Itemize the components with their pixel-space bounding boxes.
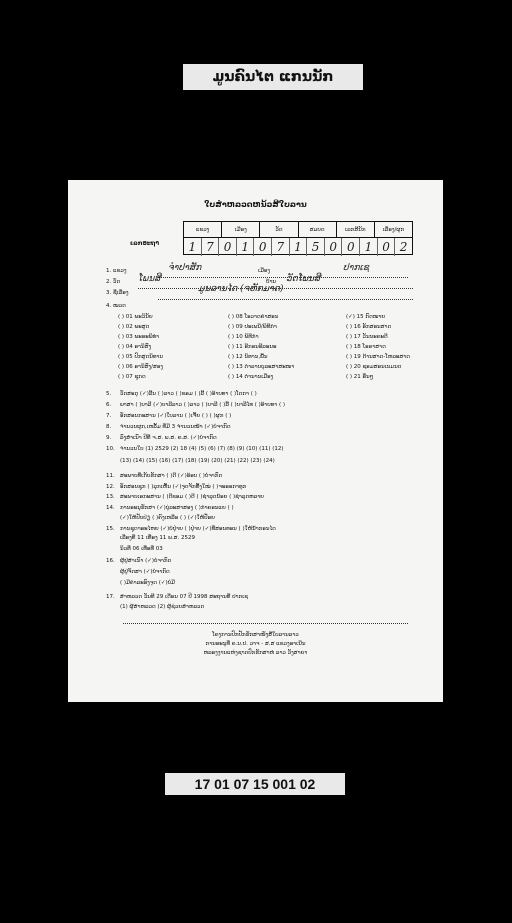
- form-row-text: ການຊຸດາອະໄຫຍ (✓)ບໍ່ປຸ່າຍ ( )ປຸ່າຍ (✓)ທີ່ສອນທອນ ( )ໃຫ້ນ້ຳກອນໄດ: [120, 526, 276, 532]
- code-digit: 2: [399, 240, 408, 254]
- signature-line: [123, 623, 408, 624]
- category-option: ( ) 08 ໂອວາດຄຳສອນ: [228, 314, 279, 320]
- category-option: ( ) 16 ອັກສອນສາດ: [346, 324, 392, 330]
- form-row-number: 15.: [106, 526, 115, 532]
- category-option: ( ) 09 ປະເພນີ/ພິທີກຳ: [228, 324, 277, 330]
- code-digit: 5: [307, 238, 325, 256]
- code-label: ເລກອະຖາ: [130, 240, 160, 247]
- category-option: ( ) 11 ອີກອນອີລະນະ: [228, 344, 277, 350]
- code-digit: 7: [202, 238, 220, 256]
- footer-line: ການອະນຸທີ່ ຄ.ນ.ປ. ວາຈ - ສ.ສ ແຂວງອາເນີນ: [205, 641, 306, 647]
- form-row-text: ລົງສຳເນົາ ປີທີ່ ຈ.ສ. ພ.ສ. ຄ.ສ. (✓)ບໍ່ຈາກົດ: [120, 435, 217, 441]
- field-district-label: ເມືອງ: [258, 268, 271, 274]
- form-row-text: ອັກສອນກະສານ (✓)ໃບລານ ( )ເຈັ້ຍ ( ) ( )ຜູກ ( ): [120, 413, 232, 419]
- category-option: ( ) 04 ອານິສົງ: [118, 344, 152, 350]
- form-row-text: ເລື່ອງທີ່ 11 ເທື່ອງ 11 ພ.ສ. 2529: [120, 535, 196, 541]
- category-option: ( ) 03 ພະອະພິທຳ: [118, 334, 160, 340]
- field-line: [158, 277, 408, 278]
- form-row-text: ສະພາບເອກະສານ ( )ດີຂອມ ( )ດີ ( )ຊຳລຸດນ້ອຍ ( )ຊຳລຸດຫລາຍ: [120, 494, 264, 500]
- field-temple-label: 2. ວັດ: [106, 279, 121, 285]
- category-option: ( ) 17 ວັນນະຄະດີ: [346, 334, 388, 340]
- code-box: [183, 221, 413, 255]
- form-row-text: ຜູ້ຢູ່ຈັດສາ (✓)ບໍ່ຈາກົດ: [120, 569, 170, 575]
- code-digit: 1: [290, 238, 308, 256]
- field-title-value: ມູນລານໄດ (ຈຫັກມາດ): [198, 284, 284, 294]
- code-header: ເມືອງ: [222, 222, 260, 237]
- form-row-text: (1) ຜູ້ສຳຫລວດ (2) ຜູ້ຊ່ວຍສຳຫລວດ: [120, 604, 205, 610]
- field-province-value: ຈຳປາສັກ: [168, 263, 202, 273]
- category-option: ( ) 19 ດ້ານສາດ-ໂຫລະສາດ: [346, 354, 410, 360]
- form-row-number: 7.: [106, 413, 112, 419]
- code-digit: 1: [237, 238, 255, 256]
- field-district-value: ປາກເຊ: [343, 263, 370, 273]
- form-row-number: 14.: [106, 505, 115, 511]
- category-option: ( ) 07 ຊຸກດ: [118, 374, 146, 380]
- category-option: ( ) 01 ພະວິນັຍ: [118, 314, 153, 320]
- form-row-number: 16.: [106, 558, 115, 564]
- form-row-text: ສຳຫລວດ ວັນທີ 29 ເດືອນ 07 ປີ 1998 ສະຖານທີ່ ປາກເຊ: [120, 594, 249, 600]
- code-digit: 0: [325, 238, 343, 256]
- field-line: [158, 299, 413, 300]
- footer-line: ຫລອງງານແຫ່ງຊາດປົກຮັກສາຫໍ ລາວ ວັງສາຍາ: [203, 650, 308, 656]
- code-digit: 0: [254, 238, 272, 256]
- code-headers: [184, 222, 412, 238]
- code-digit: 0: [378, 238, 396, 256]
- form-row-text: ວັດສະດຸ (✓)ລີ້ນ ( )ລາວ ( )ຂອມ ( )ລີ້ ( )ອ້າບທາ ( )ໂດກາ ( ): [120, 391, 257, 397]
- form-row-text: (13) (14) (15) (16) (17) (18) (19) (20) (21) (22) (23) (24): [120, 458, 275, 464]
- field-village-value: ວັດໂພນສີ: [286, 274, 321, 284]
- code-header: ເລກສີນັກ: [337, 222, 375, 237]
- footer-line: ໂຄງການປົກປັກຮັກສາໜັງສືໃບລານລາວ: [212, 632, 299, 638]
- form-row-text: ( )ມີຄຳລະອົງຈຸດ (✓)ບໍ່ມີ: [120, 580, 175, 586]
- form-title: ໃບສຳຫລວດຫນ້ວສີໃບລານ: [204, 200, 307, 209]
- form-row-number: 17.: [106, 594, 115, 600]
- form-row-number: 13.: [106, 494, 115, 500]
- form-row-number: 12.: [106, 484, 115, 490]
- code-digit: 7: [272, 238, 290, 256]
- code-header: ສມບດ: [299, 222, 337, 237]
- form-row-number: 10.: [106, 446, 115, 452]
- code-digits: [184, 238, 412, 256]
- field-title-label: 3. ຊື່ເລື່ອງ: [106, 290, 129, 296]
- form-row-number: 5.: [106, 391, 112, 397]
- form-row-number: 11.: [106, 473, 115, 479]
- form-row-number: 9.: [106, 435, 112, 441]
- category-option: ( ) 20 ຊອມສອນເນມນດ: [346, 364, 402, 370]
- code-digit: 0: [342, 238, 360, 256]
- form-row-text: ນິວທີ່ 06 ເທື່ອທີ່ 03: [120, 546, 163, 552]
- category-option: ( ) 12 ນິທານ,ພື້ນ: [228, 354, 268, 360]
- code-header: ແຂວງ: [184, 222, 222, 237]
- top-caption-label: ມູນຄົນໄຕ ແກນນັກ: [183, 64, 363, 90]
- form-row-text: ຈຳນວນໃບ (1) 2529 (2) 18 (4) (5) (6) (7) (8) (9) (10) (11) (12): [120, 446, 284, 452]
- form-row-text: ຈຳນວນຜູກ,ເຫລັ້ມ ທີ່ມີ 3 ຈຳນວນໜ້າ (✓)ບໍ່ຈາກົດ: [120, 424, 231, 430]
- form-row-number: 6.: [106, 402, 112, 408]
- category-option: ( ) 06 ອານິສົງ/ສອງ: [118, 364, 163, 370]
- code-digit: 1: [184, 238, 202, 256]
- field-village-label: ບ້ານ: [266, 279, 277, 285]
- code-digit: 1: [360, 238, 378, 256]
- category-option: ( ) 14 ຕຳນານເມືອງ: [228, 374, 274, 380]
- field-temple-value: ໂພນສີ: [138, 274, 161, 284]
- category-option: ( ) 13 ຕຳລາບບຸລະສາສະໜາ: [228, 364, 295, 370]
- form-row-text: (✓)ໃຫ້ປັບປ່ຽ ( )ຄົງເຫລືອ ( ) (✓)ໃຫ້ປັ່ອຍ: [120, 515, 215, 521]
- form-row-text: ສະພາບທີ່ເກັບຮັກສາ ( )ດີ (✓)ອ້ອບ ( )ບໍ່ຈາກົດ: [120, 473, 223, 479]
- form-row-text: ການອະນຸຮັກສາ (✓)ບູ່ລະສາສອງ ( )ກໍາຄອນແຍ ( ): [120, 505, 234, 511]
- code-header: ເລື່ອງ/ຜູກ: [382, 226, 405, 233]
- code-digit: 0: [219, 238, 237, 256]
- bottom-caption-label: 17 01 07 15 001 02: [165, 773, 345, 795]
- category-option: (✓) 15 ກົດໝາຍ: [346, 314, 386, 320]
- category-option: ( ) 21 ອື່ນໆ: [346, 374, 374, 380]
- form-row-text: ພາສາ ( )ບາລີ (✓)ບາລີລາວ ( )ລາວ ( )ບາລີ ( )ລີ້ ( )ບາລີໄທ ( )ອ້າບທາ ( ): [120, 402, 285, 408]
- code-header: ວັດ: [260, 222, 298, 237]
- form-row-text: ອັກສອນຊຸກ ( )ລຸກເຫັ້ນ (✓)ຈຸດຈັກທັ້ງໃໝ່ ( )ຈະອອກາທຸກ: [120, 484, 247, 490]
- category-option: ( ) 05 ປົກສູດນິທານ: [118, 354, 164, 360]
- category-option: ( ) 10 ພິທີກຳ: [228, 334, 259, 340]
- category-option: ( ) 02 ພະສູດ: [118, 324, 150, 330]
- form-row-number: 8.: [106, 424, 112, 430]
- survey-form-page: [68, 180, 443, 702]
- form-row-text: ຜູ້ຢູ່ສຳເນົາ (✓)ບໍ່ຈາກົດ: [120, 558, 172, 564]
- category-option: ( ) 18 ໂອຣາສາດ: [346, 344, 386, 350]
- field-province-label: 1. ແຂວງ: [106, 268, 127, 274]
- categories-label: 4. ໝວດ: [106, 303, 126, 309]
